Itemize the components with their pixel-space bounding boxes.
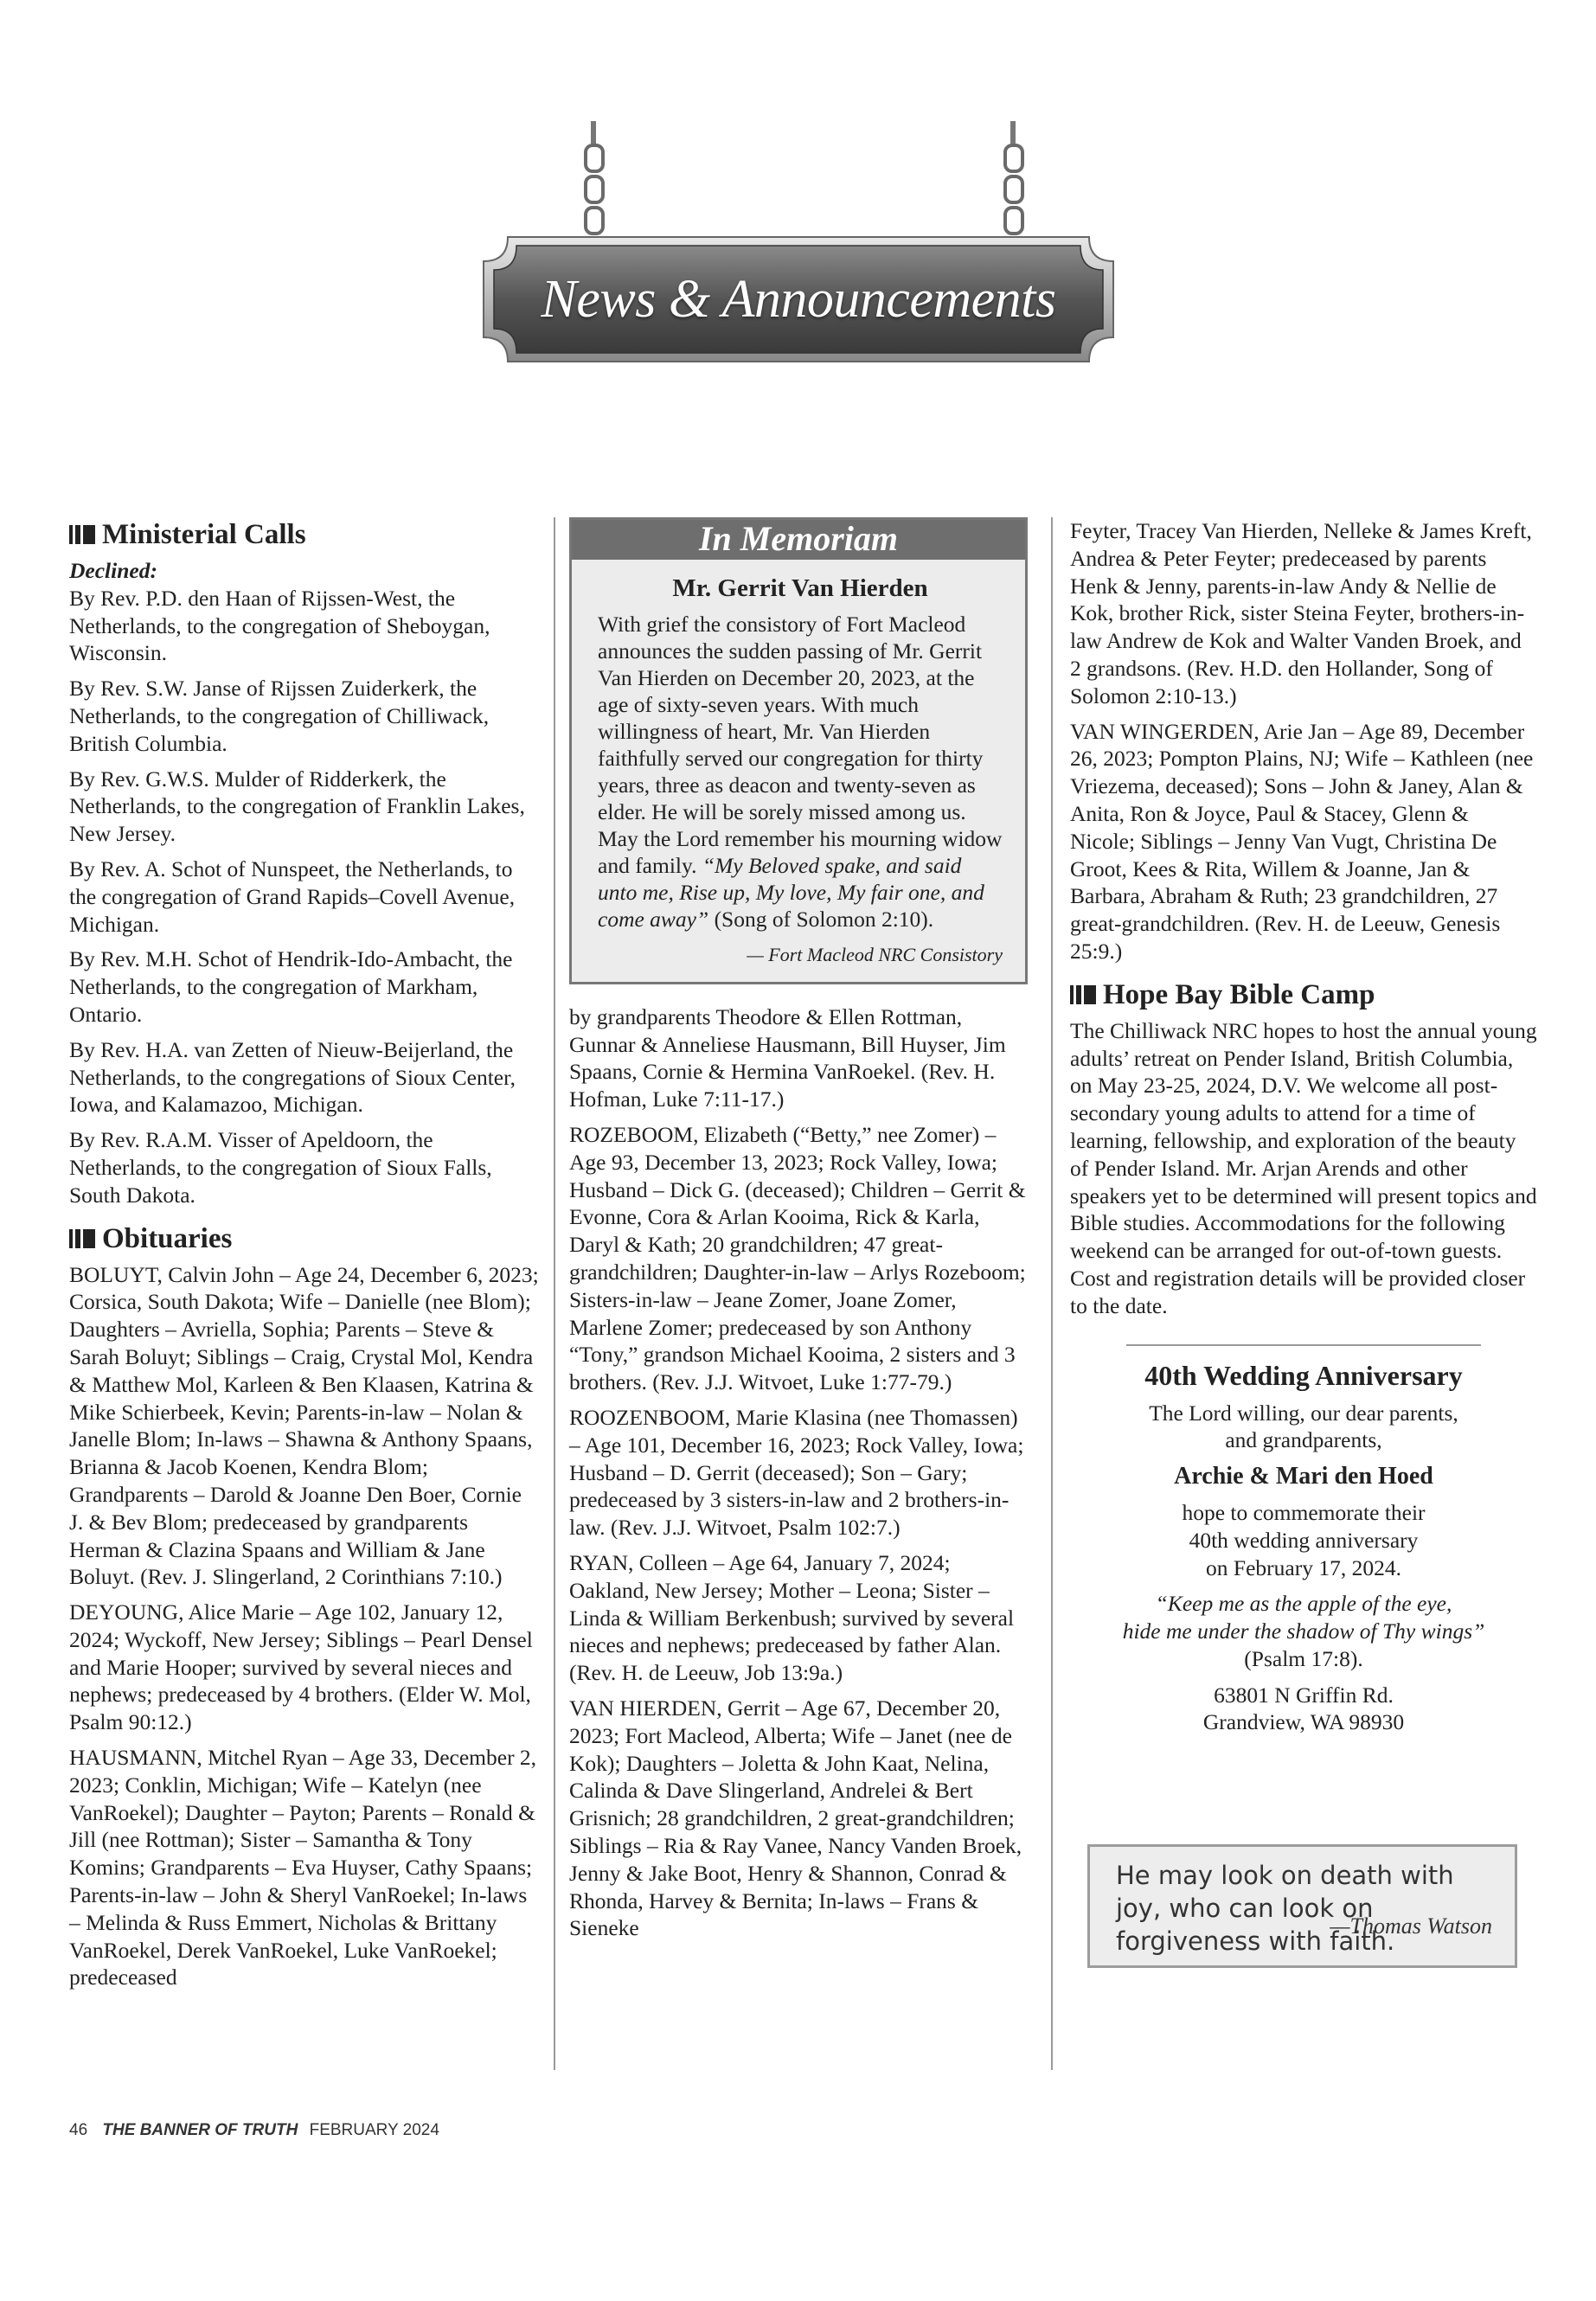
page-number: 46 — [69, 2121, 88, 2139]
publication-name: THE BANNER OF TRUTH — [102, 2121, 298, 2139]
obituary-entry: ROZEBOOM, Elizabeth (“Betty,” nee Zomer) – Age 93, December 13, 2023; Rock Valley, Iowa; Husband – Dick G. (deceased); Children – Gerrit & Evonne, Cora & Arlan Kooima, Rick & Karla, Daryl & Kath; 20 grandchildren; 47 great-grandchildren; Daughter-in-law – Arlys Rozeboom; Sisters-in-law – Jeane Zomer, Joane Zomer, Marlene Zomer; predeceased by son Anthony “Tony,” grandson Michael Kooima, 2 sisters and 3 brothers. (Rev. J.J. Witvoet, Luke 1:77-79.) — [569, 1121, 1026, 1395]
section-bars-icon — [69, 525, 95, 544]
column-left — [69, 517, 541, 1999]
declined-label: Declined: — [69, 558, 157, 583]
obituary-entry: Feyter, Tracey Van Hierden, Nelleke & James Kreft, Andrea & Peter Feyter; predeceased by parents Henk & Jenny, parents-in-law Andy & Nellie de Kok, brother Rick, sister Steina Feyter, brothers-in-law Andrew de Kok and Walter Vanden Broek, and 2 grandsons. (Rev. H.D. den Hollander, Song of Solomon 2:10-13.) — [1070, 518, 1532, 708]
page-title: News & Announcements — [541, 269, 1056, 329]
anniversary-line: The Lord willing, our dear parents, — [1149, 1400, 1458, 1426]
anniversary-notice — [1070, 1358, 1537, 1737]
column-middle — [569, 517, 1028, 1950]
in-memoriam-heading: In Memoriam — [572, 520, 1025, 560]
obituary-entry: RYAN, Colleen – Age 64, January 7, 2024; Oakland, New Jersey; Mother – Leona; Sister – Linda & William Berkenbush; survived by several nieces and nephews; predeceased by father Alan. (Rev. H. de Leeuw, Job 13:9a.) — [569, 1549, 1015, 1686]
memoriam-signature: — Fort Macleod NRC Consistory — [747, 943, 1003, 965]
anniversary-line: hope to commemorate their — [1182, 1499, 1426, 1525]
camp-heading: Hope Bay Bible Camp — [1070, 977, 1537, 1012]
call-item: By Rev. H.A. van Zetten of Nieuw-Beijerland, the Netherlands, to the congregations of Sioux Center, Iowa, and Kalamazoo, Michigan. — [69, 1036, 516, 1118]
call-item: By Rev. S.W. Janse of Rijssen Zuiderkerk, the Netherlands, to the congregation of Chilliwack, British Columbia. — [69, 676, 490, 756]
call-item: By Rev. P.D. den Haan of Rijssen-West, the Netherlands, to the congregation of Sheboygan, Wisconsin. — [69, 585, 490, 666]
quote-box — [1087, 1844, 1517, 1968]
anniversary-line: and grandparents, — [1225, 1427, 1382, 1453]
call-item: By Rev. G.W.S. Mulder of Ridderkerk, the Netherlands, to the congregation of Franklin Lakes, New Jersey. — [69, 766, 525, 847]
anniversary-names: Archie & Mari den Hoed — [1174, 1463, 1433, 1490]
call-item: By Rev. M.H. Schot of Hendrik-Ido-Ambacht, the Netherlands, to the congregation of Markham, Ontario. — [69, 946, 513, 1027]
call-item: By Rev. R.A.M. Visser of Apeldoorn, the Netherlands, to the congregation of Sioux Falls, South Dakota. — [69, 1127, 492, 1208]
anniversary-divider — [1126, 1344, 1481, 1346]
obituary-entry: VAN WINGERDEN, Arie Jan – Age 89, December 26, 2023; Pompton Plains, NJ; Wife – Kathleen (nee Vriezema, deceased); Sons – John & Janey, Alan & Anita, Ron & Joyce, Paul & Stacey, Glenn & Nicole; Siblings – Jenny Van Vugt, Christina De Groot, Kees & Rita, Willem & Joanne, Jan & Barbara, Abraham & Ruth; 23 grandchildren, 27 great-grandchildren. (Rev. H. de Leeuw, Genesis 25:9.) — [1070, 718, 1534, 964]
section-bars-icon — [1070, 985, 1096, 1004]
anniversary-address: Grandview, WA 98930 — [1202, 1709, 1405, 1735]
camp-body: The Chilliwack NRC hopes to host the annual young adults’ retreat on Pender Island, British Columbia, on May 23-25, 2024, D.V. We welcome all post-secondary young adults to attend for a time of learning, fellowship, and exploration of the beauty of Pender Island. Mr. Arjan Arends and other speakers yet to be determined will present topics and Bible studies. Accommodations for the following weekend can be arranged for out-of-town guests. Cost and registration details will be provided closer to the date. — [1070, 1017, 1537, 1318]
column-divider-2 — [1051, 517, 1053, 2070]
memoriam-name: Mr. Gerrit Van Hierden — [672, 574, 928, 602]
anniversary-address: 63801 N Griffin Rd. — [1214, 1682, 1394, 1708]
memoriam-reference: (Song of Solomon 2:10). — [714, 906, 934, 932]
obituary-entry: DEYOUNG, Alice Marie – Age 102, January 12, 2024; Wyckoff, New Jersey; Siblings – Pearl Densel and Marie Hooper; survived by several nieces and nephews; predeceased by 4 brothers. (Elder W. Mol, Psalm 90:12.) — [69, 1599, 533, 1735]
anniversary-line: on February 17, 2024. — [1206, 1554, 1401, 1580]
anniversary-line: 40th wedding anniversary — [1189, 1527, 1419, 1553]
anniversary-heading: 40th Wedding Anniversary — [1144, 1359, 1463, 1391]
memoriam-text: With grief the consistory of Fort Macleod announces the sudden passing of Mr. Gerrit Van Hierden on December 20, 2023, at the age of sixty-seven years. With much willingness of heart, Mr. Van Hierden faithfully served our congregation for thirty years, three as deacon and twenty-seven as elder. He will be sorely missed among us. May the Lord remember his mourning widow and family. “My Beloved spake, and said unto me, Rise up, My love, My fair one, and come away” (Song of Solomon 2:10). — [598, 611, 1003, 932]
page-footer — [69, 2121, 439, 2140]
obituary-entry: VAN HIERDEN, Gerrit – Age 67, December 20, 2023; Fort Macleod, Alberta; Wife – Janet (nee de Kok); Daughters – Joletta & John Kaat, Nelina, Calinda & Dave Slingerland, Andrelei & Bert Grisnich; 28 grandchildren, 2 great-grandchildren; Siblings – Ria & Ray Vanee, Nancy Vanden Broek, Jenny & Jake Boot, Henry & Shannon, Conrad & Rhonda, Harvey & Bernita; In-laws – Frans & Sieneke — [569, 1695, 1022, 1941]
anniversary-quote: “Keep me as the apple of the eye, — [1155, 1591, 1452, 1617]
ministerial-calls-heading: Ministerial Calls — [69, 517, 541, 552]
quote-author: —Thomas Watson — [1330, 1913, 1492, 1939]
quote-text: He may look on death with joy, who can look on forgiveness with faith. — [1116, 1861, 1454, 1956]
obituary-entry: ROOZENBOOM, Marie Klasina (nee Thomassen) – Age 101, December 16, 2023; Rock Valley, Iowa; Husband – D. Gerrit (deceased); Son – Gary; predeceased by 3 sisters-in-law and 2 brothers-in-law. (Rev. J.J. Witvoet, Psalm 102:7.) — [569, 1404, 1024, 1541]
obituary-entry: by grandparents Theodore & Ellen Rottman, Gunnar & Anneliese Hausmann, Bill Huyser, Jim Spaans, Cornie & Hermina VanRoekel. (Rev. H. Hofman, Luke 7:11-17.) — [569, 1003, 1006, 1112]
in-memoriam-box — [569, 517, 1028, 984]
column-right — [1070, 517, 1537, 1736]
section-bars-icon — [69, 1229, 95, 1248]
anniversary-reference: (Psalm 17:8). — [1244, 1645, 1363, 1671]
issue-date: FEBRUARY 2024 — [309, 2121, 439, 2139]
obituary-entry: HAUSMANN, Mitchel Ryan – Age 33, December 2, 2023; Conklin, Michigan; Wife – Katelyn (nee VanRoekel); Daughter – Payton; Parents – Ronald & Jill (nee Rottman); Sister – Samantha & Tony Komins; Grandparents – Eva Huyser, Cathy Spaans; Parents-in-law – John & Sheryl VanRoekel; In-laws – Melinda & Russ Emmert, Nicholas & Brittany VanRoekel, Derek VanRoekel, Luke VanRoekel; predeceased — [69, 1745, 537, 1990]
call-item: By Rev. A. Schot of Nunspeet, the Netherlands, to the congregation of Grand Rapids–Covell Avenue, Michigan. — [69, 856, 516, 937]
obituaries-heading: Obituaries — [69, 1221, 541, 1256]
obituary-entry: BOLUYT, Calvin John – Age 24, December 6, 2023; Corsica, South Dakota; Wife – Danielle (nee Blom); Daughters – Avriella, Sophia; Parents – Steve & Sarah Boluyt; Siblings – Craig, Crystal Mol, Kendra & Matthew Mol, Karleen & Ben Klaasen, Katrina & Mike Schierbeek, Kevin; Parents-in-law – Nolan & Janelle Blom; In-laws – Shawna & Anthony Spaans, Brianna & Jacob Koenen, Kendra Blom; Grandparents – Darold & Joanne Den Boer, Cornie J. & Bev Blom; predeceased by grandparents Herman & Clazina Spaans and William & Jane Boluyt. (Rev. J. Slingerland, 2 Corinthians 7:10.) — [69, 1261, 539, 1590]
anniversary-quote: hide me under the shadow of Thy wings” — [1122, 1618, 1485, 1644]
column-divider-1 — [554, 517, 555, 2070]
header-sign — [0, 0, 1596, 381]
memoriam-quote: “My Beloved spake, and said unto me, Rise up, My love, My fair one, and come away” — [598, 852, 984, 932]
